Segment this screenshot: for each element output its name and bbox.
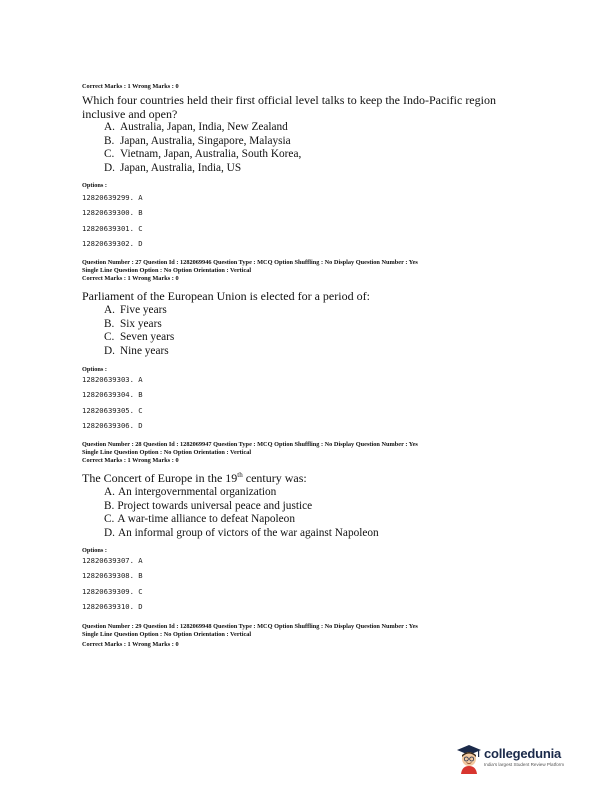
option-code: 12820639303. A: [82, 375, 143, 384]
options-label: Options :: [82, 182, 108, 189]
option-code: 12820639301. C: [82, 223, 143, 233]
option-code: 12820639308. B: [82, 571, 143, 581]
option-c: C. A war-time alliance to defeat Napoleon: [104, 513, 295, 526]
marks-info: Correct Marks : 1 Wrong Marks : 0: [82, 83, 179, 90]
question-meta: Single Line Question Option : No Option Orientation : Vertical: [82, 267, 252, 274]
marks-info: Correct Marks : 1 Wrong Marks : 0: [82, 641, 179, 648]
option-codes: [82, 372, 143, 434]
option-b: B. Six years: [104, 317, 162, 330]
question-text: The Concert of Europe in the 19th century was:: [82, 471, 307, 485]
option-code: 12820639304. B: [82, 390, 143, 400]
options-label: Options :: [82, 547, 108, 554]
option-code: 12820639299. A: [82, 193, 143, 202]
option-d: D. Nine years: [104, 344, 169, 357]
question-meta: Question Number : 28 Question Id : 1282069947 Question Type : MCQ Option Shuffling : No Display Question Number : Yes: [82, 441, 418, 448]
logo-name: collegedunia: [484, 746, 562, 761]
option-list: [104, 121, 301, 175]
option-code: 12820639300. B: [82, 208, 143, 218]
question-meta: Single Line Question Option : No Option Orientation : Vertical: [82, 449, 252, 456]
option-codes: [82, 190, 143, 252]
question-meta: Single Line Question Option : No Option Orientation : Vertical: [82, 631, 252, 638]
question-meta: Question Number : 27 Question Id : 1282069946 Question Type : MCQ Option Shuffling : No Display Question Number : Yes: [82, 259, 418, 266]
option-b: B. Japan, Australia, Singapore, Malaysia: [104, 134, 291, 147]
option-code: 12820639305. C: [82, 405, 143, 415]
option-codes: [82, 553, 143, 615]
option-a: A. An intergovernmental organization: [104, 486, 277, 498]
question-text: Which four countries held their first official level talks to keep the Indo-Pacific region inclusive and open?: [82, 93, 496, 121]
option-list: [104, 486, 379, 540]
option-b: B. Project towards universal peace and justice: [104, 499, 313, 512]
option-code: 12820639309. C: [82, 586, 143, 596]
option-a: A. Australia, Japan, India, New Zealand: [104, 121, 288, 133]
options-label: Options :: [82, 366, 108, 373]
logo-tagline: India's largest Student Review Platform: [484, 762, 565, 767]
option-c: C. Seven years: [104, 331, 175, 344]
question-meta: Question Number : 29 Question Id : 1282069948 Question Type : MCQ Option Shuffling : No Display Question Number : Yes: [82, 623, 418, 630]
mascot-icon: [456, 744, 482, 774]
question-text: Parliament of the European Union is elected for a period of:: [82, 289, 370, 303]
option-d: D. Japan, Australia, India, US: [104, 161, 242, 174]
option-code: 12820639306. D: [82, 421, 143, 431]
marks-info: Correct Marks : 1 Wrong Marks : 0: [82, 457, 179, 464]
option-c: C. Vietnam, Japan, Australia, South Korea,: [104, 148, 302, 161]
collegedunia-logo: [456, 744, 576, 776]
option-a: A. Five years: [104, 304, 167, 316]
option-code: 12820639307. A: [82, 556, 143, 565]
marks-info: Correct Marks : 1 Wrong Marks : 0: [82, 275, 179, 282]
option-list: [104, 304, 174, 358]
option-d: D. An informal group of victors of the war against Napoleon: [104, 526, 379, 539]
option-code: 12820639310. D: [82, 602, 143, 612]
option-code: 12820639302. D: [82, 239, 143, 249]
